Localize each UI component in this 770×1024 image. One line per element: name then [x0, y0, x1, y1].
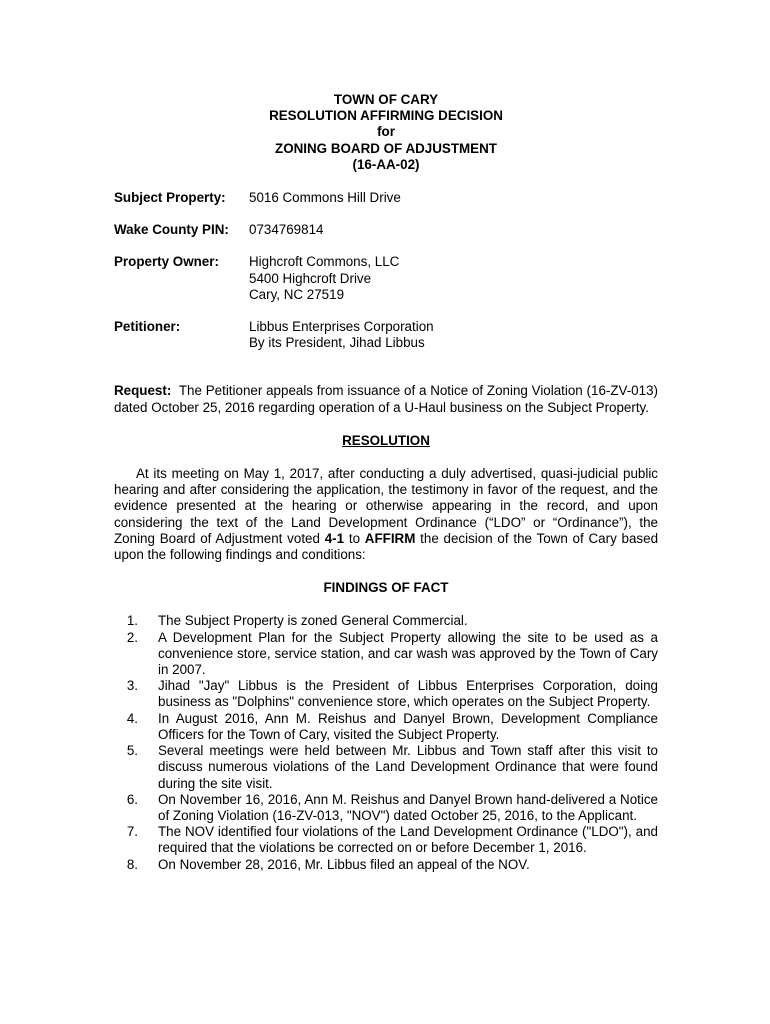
- list-item: 2. A Development Plan for the Subject Property allowing the site to be used as a convenience store, service station, and car wash was approved by the Town of Cary in 2007.: [126, 629, 658, 678]
- owner-row: [114, 254, 658, 303]
- owner-label: Property Owner:: [114, 254, 219, 270]
- title-line-1: TOWN OF CARY: [333, 92, 439, 107]
- subject-property-label: Subject Property:: [114, 190, 226, 206]
- list-item: 1. The Subject Property is zoned General Commercial.: [126, 613, 468, 629]
- decision-action: AFFIRM: [364, 530, 416, 546]
- list-item: 5. Several meetings were held between Mr. Libbus and Town staff after this visit to discuss numerous violations of the Land Development Ordinance that were found during the site visit.: [126, 743, 658, 791]
- owner-value: Highcroft Commons, LLC 5400 Highcroft Drive Cary, NC 27519: [249, 254, 400, 302]
- pin-value: 0734769814: [249, 222, 324, 238]
- title-line-4: ZONING BOARD OF ADJUSTMENT: [275, 140, 497, 156]
- list-item: 4. In August 2016, Ann M. Reishus and Danyel Brown, Development Compliance Officers for the Town of Cary, visited the Subject Property.: [126, 710, 658, 742]
- request-paragraph: [114, 383, 658, 415]
- pin-row: [114, 222, 658, 238]
- pin-label: Wake County PIN:: [114, 222, 229, 238]
- vote-count: 4-1: [324, 530, 345, 546]
- title-line-3: for: [377, 124, 395, 140]
- list-item: 7. The NOV identified four violations of the Land Development Ordinance ("LDO"), and required that the violations be corrected on or before December 1, 2016.: [126, 824, 658, 856]
- petitioner-label: Petitioner:: [114, 319, 181, 335]
- list-item: 3. Jihad "Jay" Libbus is the President of Libbus Enterprises Corporation, doing business as "Dolphins" convenience store, which operates on the Subject Property.: [126, 678, 658, 710]
- findings-heading: FINDINGS OF FACT: [323, 580, 449, 596]
- petitioner-value: Libbus Enterprises Corporation By its President, Jihad Libbus: [249, 319, 434, 351]
- resolution-heading: RESOLUTION: [342, 432, 430, 448]
- document-page: [114, 92, 658, 873]
- list-item: 8. On November 28, 2016, Mr. Libbus filed an appeal of the NOV.: [126, 856, 530, 872]
- resolution-paragraph: At its meeting on May 1, 2017, after conducting a duly advertised, quasi-judicial public hearing and after considering the application, the testimony in favor of the request, and the evidence presented at the hearing or otherwise appearing in the record, and upon considering the text of the Land Development Ordinance (“LDO” or “Ordinance”), the Zoning Board of Adjustment voted 4-1 to AFFIRM the decision of the Town of Cary based upon the following findings and conditions:: [114, 466, 659, 563]
- list-item: 6. On November 16, 2016, Ann M. Reishus and Danyel Brown hand-delivered a Notice of Zoning Violation (16-ZV-013, "NOV") dated October 25, 2016, to the Applicant.: [126, 791, 658, 823]
- findings-list: [114, 613, 658, 872]
- title-line-5: (16-AA-02): [352, 156, 420, 172]
- title-line-2: RESOLUTION AFFIRMING DECISION: [269, 108, 503, 124]
- property-info: [114, 190, 658, 351]
- petitioner-row: [114, 319, 658, 351]
- subject-property-row: [114, 190, 658, 206]
- subject-property-value: 5016 Commons Hill Drive: [249, 190, 401, 206]
- document-title: [114, 92, 658, 173]
- request-text: The Petitioner appeals from issuance of a Notice of Zoning Violation (16-ZV-013) dated October 25, 2016 regarding operation of a U-Haul business on the Subject Property.: [114, 383, 658, 415]
- request-label: Request:: [114, 383, 172, 399]
